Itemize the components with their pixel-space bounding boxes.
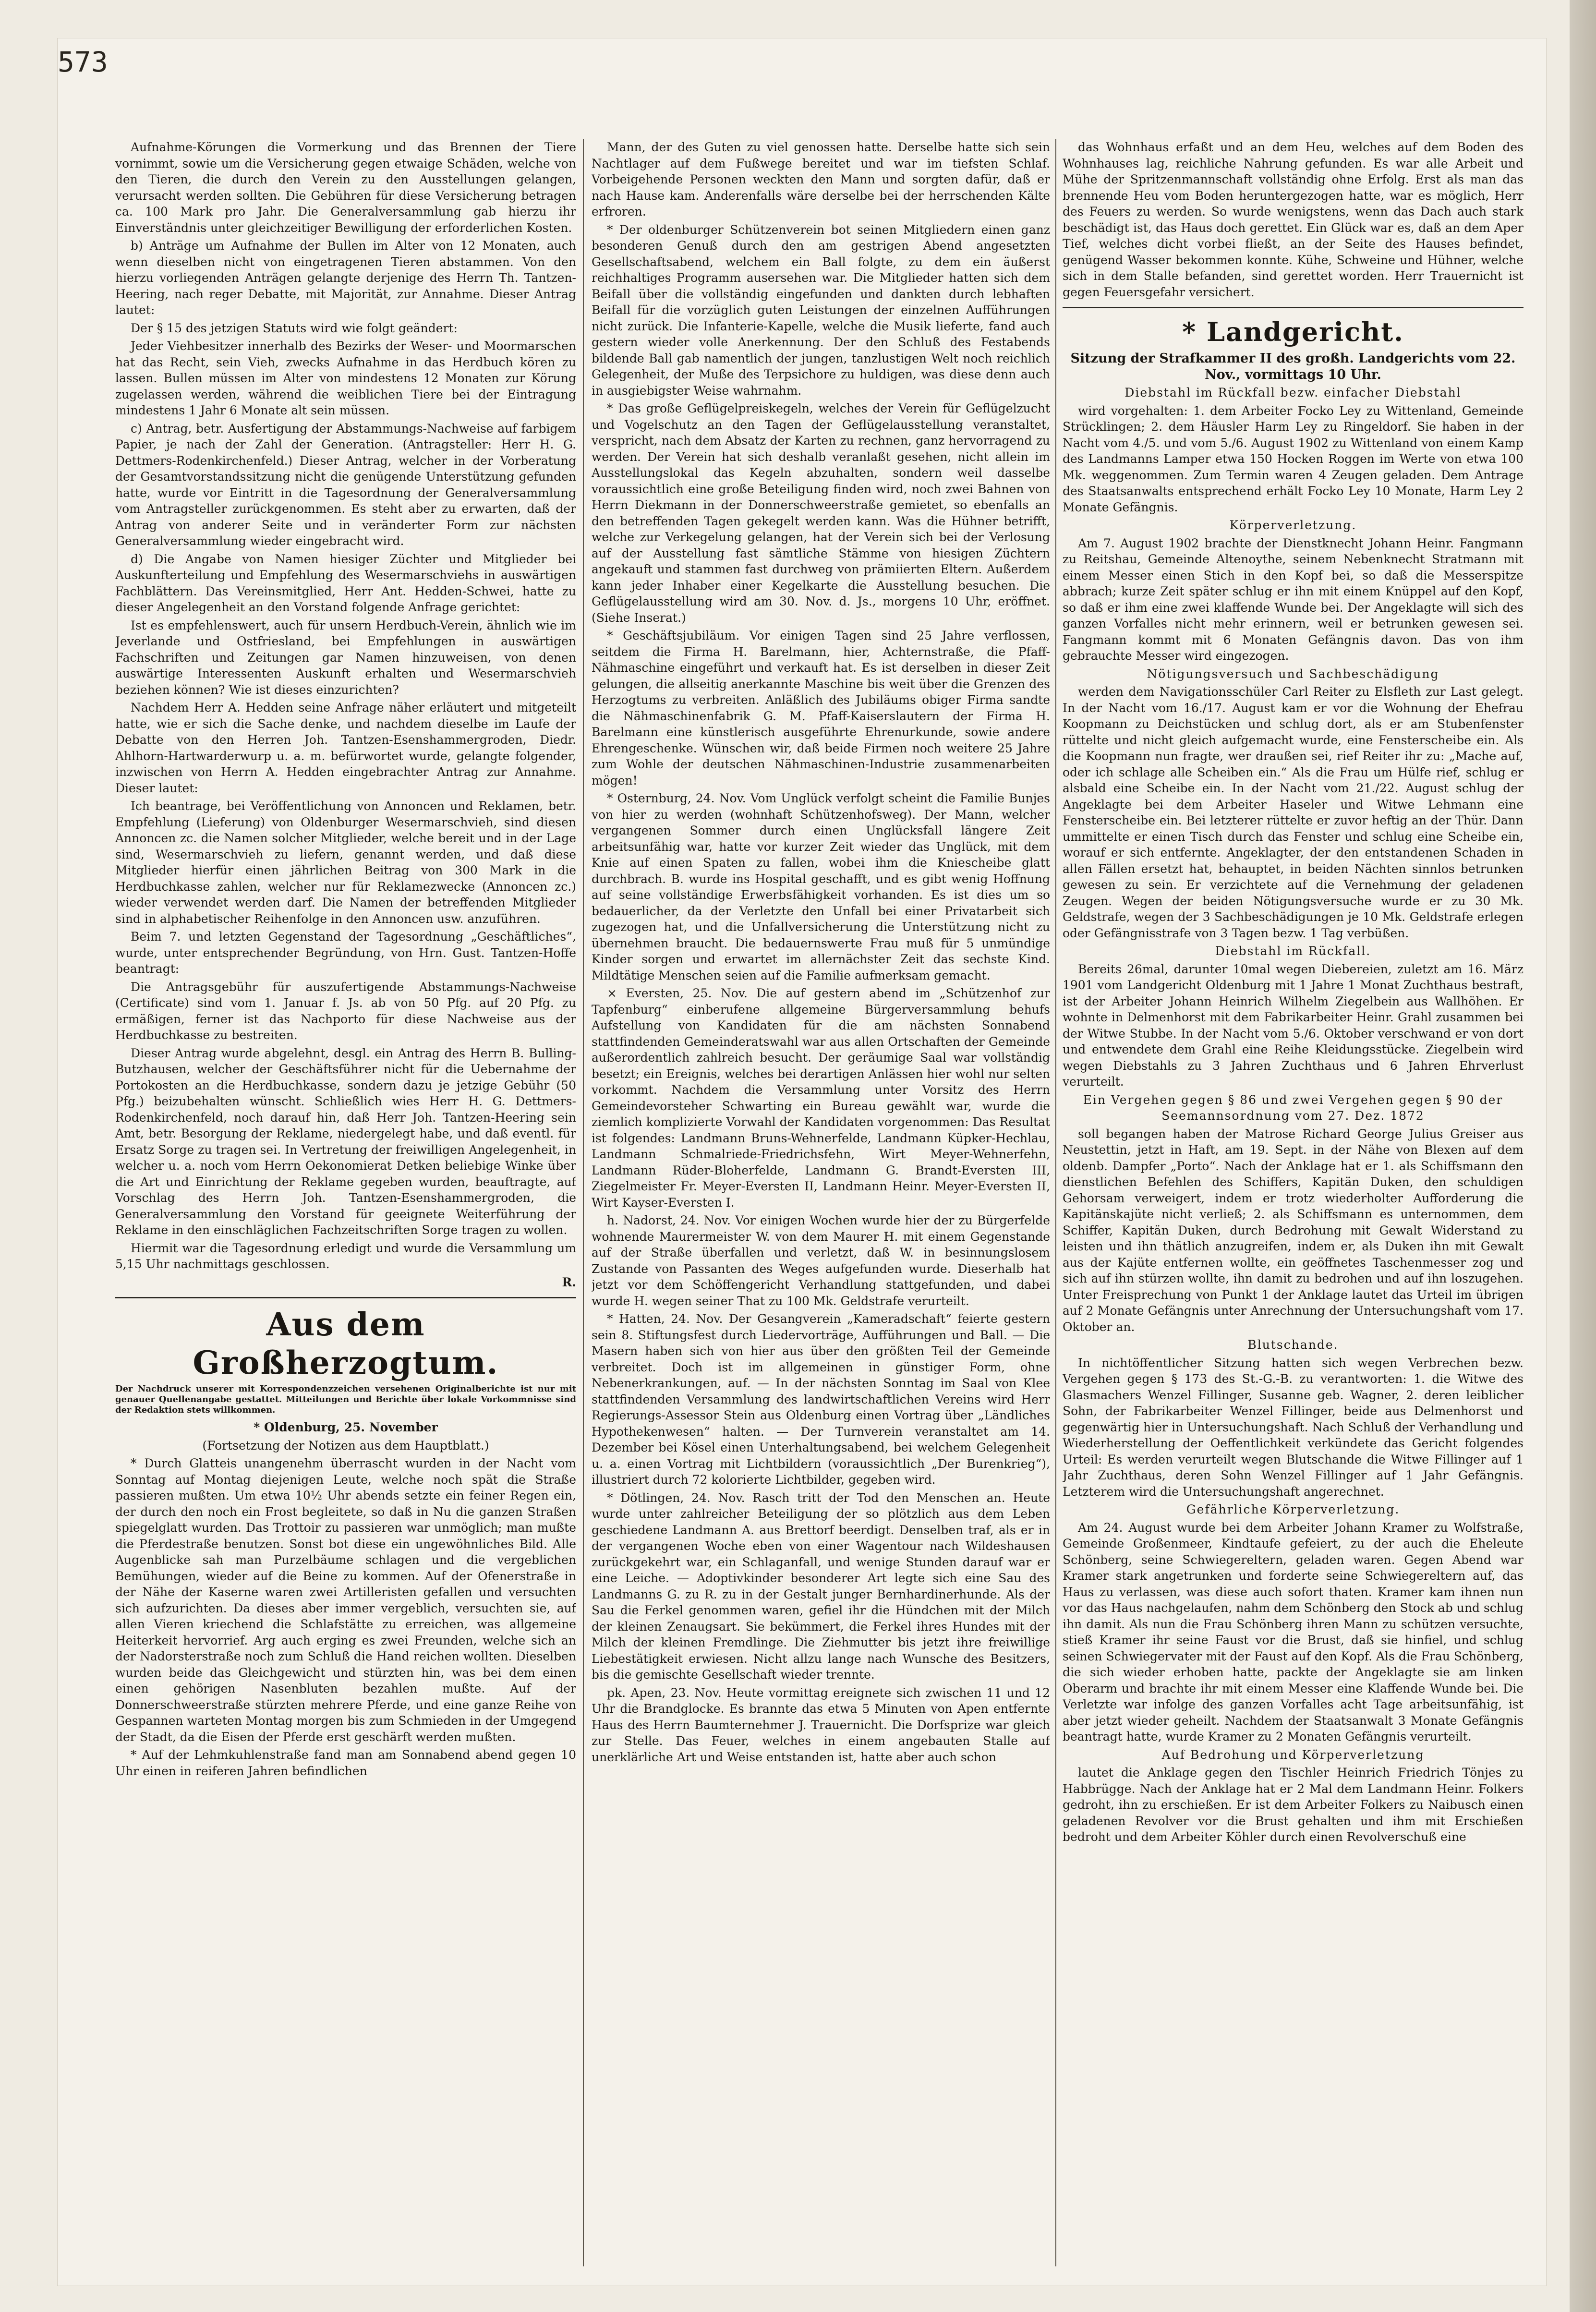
column-1 [115, 139, 576, 2271]
article-paragraph: Aufnahme-Körungen die Vormerkung und das Brennen der Tiere vornimmt, sowie um die Versicherung gegen etwaige Schäden, welche von den Tieren, die durch den Verein zu den Ausstellungen gelangen, verursacht werden sollten. Die Gebühren für diese Versicherung betragen ca. 100 Mark pro Jahr. Die Generalversammlung gab hierzu ihr Einverständnis unter gleichzeitiger Bewilligung der erforderlichen Kosten. [115, 140, 576, 235]
news-paragraph: Mann, der des Guten zu viel genossen hatte. Derselbe hatte sich sein Nachtlager auf dem Fußwege bereitet und war im tiefsten Schlaf. Vorbeigehende Personen weckten den Mann und sorgten dafür, daß er nach Hause kam. Anderenfalls wäre derselbe bei der herrschenden Kälte erfroren. [592, 140, 1050, 218]
case-heading: Körperverletzung. [1229, 518, 1357, 532]
article-paragraph: d) Die Angabe von Namen hiesiger Züchter und Mitglieder bei Auskunfterteilung und Empfehlung des Wesermarschviehs in auswärtigen Fachblättern. Das Vereinsmitglied, Herr Ant. Hedden-Schwei, hatte zu dieser Angelegenheit an den Vorstand folgende Anfrage gerichtet: [115, 552, 576, 614]
page-number: 573 [58, 46, 108, 78]
case-text: In nichtöffentlicher Sitzung hatten sich wegen Verbrechen bezw. Vergehen gegen § 173 des St.-G.-B. zu verantworten: 1. die Witwe des Glasmachers Wenzel Fillinger, Susanne geb. Wagner, 2. deren leiblicher Sohn, der Fabrikarbeiter Wenzel Fillinger, beide aus Delmenhorst und gegenwärtig hier in Untersuchungshaft. Nach Schluß der Verhandlung und Wiederherstellung der Oeffentlichkeit verkündete das Gericht folgendes Urteil: Es werden verurteilt wegen Blutschande die Witwe Fillinger auf 1 Jahr Zuchthaus, deren Sohn Wenzel Fillinger auf 1 Jahr Gefängnis. Letzterem wird die Untersuchungshaft angerechnet. [1063, 1356, 1523, 1499]
news-paragraph: * Hatten, 24. Nov. Der Gesangverein „Kameradschaft“ feierte gestern sein 8. Stiftungsfest durch Liedervorträge, Aufführungen und Ball. — Die Masern haben sich von hier aus über den größten Teil der Gemeinde verbreitet. Doch ist im allgemeinen in günstiger Form, ohne Nebenerkrankungen, auf. — In der nächsten Sonntag im Saal von Klee stattfindenden Versammlung des landwirtschaftlichen Vereins wird Herr Regierungs-Assessor Stein aus Oldenburg einen Vortrag über „Ländliches Hypothekenwesen“ halten. — Der Turnverein veranstaltet am 14. Dezember bei Kösel einen Unterhaltungsabend, bei welchem Gelegenheit u. a. einen Vortrag mit Lichtbildern (voraussichtlich „Der Burenkrieg“), illustriert durch 72 kolorierte Lichtbilder, gegeben wird. [592, 1312, 1050, 1487]
page-edge-shadow [1570, 0, 1596, 2312]
column-2-paragraphs [592, 139, 1050, 1765]
article-paragraph: Beim 7. und letzten Gegenstand der Tagesordnung „Geschäftliches“, wurde, unter entsprechender Begründung, von Hrn. Gust. Tantzen-Hoffe beantragt: [115, 930, 576, 976]
section-rule [1063, 307, 1523, 308]
section-title-landgericht: * Landgericht. [1182, 316, 1404, 347]
news-paragraph: pk. Apen, 23. Nov. Heute vormittag ereignete sich zwischen 11 und 12 Uhr die Brandglocke. Es brannte das etwa 5 Minuten von Apen entfernte Haus des Herrn Baumternehmer J. Trauernicht. Die Dorfsprize war gleich zur Stelle. Das Feuer, welches in einem angebauten Stalle auf unerklärliche Art und Weise entstanden ist, hatte aber auch schon [592, 1685, 1050, 1764]
article-paragraph: Ich beantrage, bei Veröffentlichung von Annoncen und Reklamen, betr. Empfehlung (Lieferung) von Oldenburger Wesermarschvieh, sind diesen Annoncen zc. die Namen solcher Mitglieder, welche bereit und in der Lage sind, Wesermarschvieh zu liefern, genannt werden, und daß diese Mitglieder hierfür einen jährlichen Beitrag von 300 Mark in die Herdbuchkasse zahlen, welcher nur für Reklamezwecke (Annoncen zc.) wieder verwendet werden darf. Die Namen der betreffenden Mitglieder sind in alphabetischer Reihenfolge in den Annoncen usw. anzuführen. [115, 799, 576, 926]
column-divider-2 [1055, 139, 1056, 2266]
case-text: wird vorgehalten: 1. dem Arbeiter Focko Ley zu Wittenland, Gemeinde Strücklingen; 2. dem Häusler Harm Ley zu Ringeldorf. Sie haben in der Nacht vom 4./5. und vom 5./6. August 1902 zu Wittenland von einem Kamp des Landmanns Lamper etwa 150 Hocken Roggen im Werte von etwa 100 Mk. weggenommen. Zum Termin waren 4 Zeugen geladen. Dem Antrage des Staatsanwalts entsprechend erhält Focko Ley 10 Monate, Harm Ley 2 Monate Gefängnis. [1063, 403, 1523, 514]
article-paragraph: Die Antragsgebühr für auszufertigende Abstammungs-Nachweise (Certificate) sind vom 1. Januar f. Js. ab von 50 Pfg. auf 20 Pfg. zu ermäßigen, ferner ist das Nachporto für diese Nachweise aus der Herdbuchkasse zu bestreiten. [115, 980, 576, 1042]
news-paragraph: * Durch Glatteis unangenehm überrascht wurden in der Nacht vom Sonntag auf Montag diejenigen Leute, welche noch spät die Straße passieren mußten. Um etwa 10½ Uhr abends setzte ein feiner Regen ein, der durch den noch ein Frost begleitete, so daß in Nu die ganzen Straßen spiegelglatt wurden. Das Trottoir zu passieren war unmöglich; man mußte die Pferdestraße benutzen. Sonst bot diese ein ungewöhnliches Bild. Alle Augenblicke sah man Purzelbäume schlagen und die vergeblichen Bemühungen, wieder auf die Beine zu kommen. Auf der Ofenerstraße in der Nähe der Kaserne waren zwei Artilleristen gefallen und versuchten sich aufzurichten. Da dieses aber immer vergeblich, versuchten sie, auf allen Vieren kriechend die Schlafstätte zu erreichen, was allgemeine Heiterkeit hervorrief. Arg auch erging es zwei Freunden, welche sich an der Nadorsterstraße noch zum Schluß die Hand reichen wollten. Dieselben wurden beide das Gleichgewicht und stürzten hin, was bei dem einen einen gehörigen Nasenbluten bezahlen mußte. Auf der Donnerschweerstraße stürzten mehrere Pferde, und eine ganze Reihe von Gespannen warteten Montag morgen bis zum Schmieden in der Umgegend der Stadt, da die Eisen der Pferde erst geschärft werden mußten. [115, 1456, 576, 1744]
news-paragraph: * Osternburg, 24. Nov. Vom Unglück verfolgt scheint die Familie Bunjes von hier zu werden (wohnhaft Schützenhofsweg). Der Mann, welcher vergangenen Sommer durch einen Unglücksfall längere Zeit arbeitsunfähig war, hatte vor kurzer Zeit wieder das Unglück, mit dem Knie auf einen Spaten zu fallen, wobei ihm die Kniescheibe glatt durchbrach. B. wurde ins Hospital geschafft, und es gibt wenig Hoffnung auf seine vollständige Erwerbsfähigkeit vorhanden. Es ist dies um so bedauerlicher, da der Verletzte den Unfall bei einer Privatarbeit sich zugezogen hat, und die Unfallversicherung die Unterstützung nicht zu übernehmen braucht. Die bedauernswerte Frau muß für 5 unmündige Kinder sorgen und erwartet im allernächster Zeit das sechste Kind. Mildtätige Menschen seien auf die Familie aufmerksam gemacht. [592, 791, 1050, 982]
column-2 [592, 139, 1050, 2271]
news-paragraph: * Auf der Lehmkuhlenstraße fand man am Sonnabend abend gegen 10 Uhr einen in reiferen Jahren befindlichen [115, 1748, 576, 1778]
continuation-note: (Fortsetzung der Notizen aus dem Hauptblatt.) [202, 1438, 489, 1453]
news-paragraph: * Das große Geflügelpreiskegeln, welches der Verein für Geflügelzucht und Vogelschutz an den Tagen der Geflügelausstellung veranstaltet, verspricht, nach dem Absatz der Karten zu rechnen, ganz hervorragend zu werden. Der Verein hat sich deshalb veranlaßt gesehen, nicht allein im Ausstellungslokal das Kegeln abzuhalten, sondern weil dasselbe voraussichtlich eine große Beteiligung finden wird, noch zwei Bahnen von Herrn Diekmann in der Donnerschweerstraße gemietet, so ebenfalls an den betreffenden Tagen gekegelt werden kann. Was die Hühner betrifft, welche zur Verkegelung gelangen, hat der Verein sich bei der Verlosung auf der Ausstellung fast sämtliche Stämme von hiesigen Züchtern angekauft und stammen fast durchweg von prämiierten Eltern. Außerdem kann jeder Inhaber einer Kegelkarte die Ausstellung besuchen. Die Geflügelausstellung wird am 30. Nov. d. Js., morgens 10 Uhr, eröffnet. (Siehe Inserat.) [592, 401, 1050, 625]
news-paragraph: * Der oldenburger Schützenverein bot seinen Mitgliedern einen ganz besonderen Genuß durch den am gestrigen Abend angesetzten Gesellschaftsabend, welchem ein Ball folgte, zu dem ein äußerst reichhaltiges Programm ausersehen war. Die Mitglieder hatten sich dem Beifall über die vollständig eingefunden und dankten durch lebhaften Beifall für die vorzüglich guten Leistungen der einzelnen Aufführungen nicht zurück. Die Infanterie-Kapelle, welche die Musik lieferte, fand auch gestern wieder volle Anerkennung. Der den Schluß des Festabends bildende Ball gab namentlich der jungen, tanzlustigen Welt noch reichlich Gelegenheit, der Muße des Terpsichore zu huldigen, was diese denn auch in ausgiebigster Weise wahrnahm. [592, 222, 1050, 398]
column-1-local-news [115, 1455, 576, 1779]
case-heading: Diebstahl im Rückfall bezw. einfacher Diebstahl [1124, 386, 1462, 399]
case-heading: Blutschande. [1247, 1338, 1339, 1352]
case-heading: Gefährliche Körperverletzung. [1186, 1502, 1400, 1516]
section-rule [115, 1297, 576, 1298]
court-session-header: Sitzung der Strafkammer II des großh. Landgerichts vom 22. Nov., vormittags 10 Uhr. [1070, 351, 1516, 382]
news-paragraph: h. Nadorst, 24. Nov. Vor einigen Wochen wurde hier der zu Bürgerfelde wohnende Maurermeister W. von dem Maurer H. mit einem Gegenstande auf der Straße überfallen und verletzt, daß W. in besinnungslosem Zustande von Passanten des Weges aufgefunden wurde. Dieserhalb hat jetzt vor dem Schöffengericht Verhandlung stattgefunden, und dabei wurde H. wegen seiner That zu 100 Mk. Geldstrafe verurteilt. [592, 1213, 1050, 1308]
case-heading: Diebstahl im Rückfall. [1215, 944, 1371, 958]
article-paragraph: Ist es empfehlenswert, auch für unsern Herdbuch-Verein, ähnlich wie im Jeverlande und Ostfriesland, bei Empfehlungen in auswärtigen Fachschriften und Zeitungen gar Namen hinzuweisen, von denen auswärtige Interessenten Auskunft erhalten und Wesermarschvieh beziehen können? Wie ist dieses einzurichten? [115, 618, 576, 697]
reprint-note: Der Nachdruck unserer mit Korrespondenzzeichen versehenen Originalberichte ist nur mit genauer Quellenangabe gestattet. Mitteilungen und Berichte über lokale Vorkommnisse sind der Redaktion stets willkommen. [115, 1384, 576, 1415]
article-signature: R. [562, 1275, 576, 1289]
case-heading: Auf Bedrohung und Körperverletzung [1161, 1747, 1425, 1762]
news-paragraph: * Geschäftsjubiläum. Vor einigen Tagen sind 25 Jahre verflossen, seitdem die Firma H. Barelmann, hier, Achternstraße, die Pfaff-Nähmaschine eingeführt und verkauft hat. Es ist derselben in dieser Zeit gelungen, die allseitig anerkannte Maschine bis weit über die Grenzen des Herzogtums zu verbreiten. Anläßlich des Jubiläums obiger Firma sandte die Nähmaschinenfabrik G. M. Pfaff-Kaiserslautern der Firma H. Barelmann eine künstlerisch ausgeführte Ehrenurkunde, sowie andere Ehrengeschenke. Wünschen wir, daß beide Firmen noch weitere 25 Jahre zum Wohle der deutschen Nähmaschinen-Industrie zusammenarbeiten mögen! [592, 629, 1050, 787]
article-paragraph: Nachdem Herr A. Hedden seine Anfrage näher erläutert und mitgeteilt hatte, wie er sich die Sache denke, und nachdem dieselbe im Laufe der Debatte von den Herren Joh. Tantzen-Esenshammergroden, Diedr. Ahlhorn-Hartwarderwurp u. a. m. befürwortet wurde, gelangte folgender, inzwischen von Herrn A. Hedden eingebrachter Antrag zur Annahme. Dieser lautet: [115, 701, 576, 795]
article-paragraph: Hiermit war die Tagesordnung erledigt und wurde die Versammlung um 5,15 Uhr nachmittags geschlossen. [115, 1241, 576, 1271]
news-paragraph: das Wohnhaus erfaßt und an dem Heu, welches auf dem Boden des Wohnhauses lag, reichliche Nahrung gefunden. Es war alle Arbeit und Mühe der Spritzenmannschaft vollständig ohne Erfolg. Erst als man das brennende Heu vom Boden heruntergezogen hatte, war es möglich, Herr des Feuers zu werden. So wurde wenigstens, wenn das Dach auch stark beschädigt ist, das Haus doch gerettet. Ein Glück war es, daß an dem Aper Tief, welches dicht vorbei fließt, an der Seite des Hauses befindet, genügend Wasser bekommen konnte. Kühe, Schweine und Hühner, welche sich in dem Stalle befanden, sind gerettet worden. Herr Trauernicht ist gegen Feuersgefahr versichert. [1063, 140, 1523, 299]
case-text: Bereits 26mal, darunter 10mal wegen Diebereien, zuletzt am 16. März 1901 vom Landgericht Oldenburg mit 1 Jahre 1 Monat Zuchthaus bestraft, ist der Arbeiter Johann Heinrich Wilhelm Ziegelbein aus Wallhöhen. Er wohnte in Delmenhorst mit dem Fabrikarbeiter Heinr. Grahl zusammen bei der Witwe Stubbe. In der Nacht vom 5./6. Oktober verschwand er von dort und entwendete dem Grahl eine Reihe Kleidungsstücke. Ziegelbein wird wegen Diebstahls zu 3 Jahren Zuchthaus und 6 Jahren Ehrverlust verurteilt. [1063, 962, 1523, 1089]
article-paragraph: Dieser Antrag wurde abgelehnt, desgl. ein Antrag des Herrn B. Bulling-Butzhausen, welcher der Geschäftsführer nicht für die Uebernahme der Portokosten an die Herdbuchkasse, sondern dazu je jetzige Gebühr (50 Pfg.) beizubehalten wünscht. Schließlich wies Herr H. G. Dettmers-Rodenkirchenfeld, noch darauf hin, daß Herr Joh. Tantzen-Heering sein Amt, betr. Besorgung der Reklame, niedergelegt habe, und daß eventl. für Ersatz Sorge zu tragen sei. In Vertretung der freiwilligen Angelegenheit, in welcher u. a. noch vom Herrn Oekonomierat Detken beliebige Winke über die Art und Einrichtung der Reklame gegeben wurden, beauftragte, auf Vorschlag des Herrn Joh. Tantzen-Esenshammergroden, die Generalversammlung den Vorstand für geeignete Weiterführung der Reklame in den einschläglichen Fachzeitschriften Sorge tragen zu wollen. [115, 1046, 576, 1237]
article-paragraph: b) Anträge um Aufnahme der Bullen im Alter von 12 Monaten, auch wenn dieselben nicht von eingetragenen Tieren abstammen. Von den hierzu vorliegenden Anträgen gelangte derjenige des Herrn Th. Tantzen-Heering, nach reger Debatte, mit Majorität, zur Annahme. Dieser Antrag lautet: [115, 239, 576, 317]
column-divider-1 [583, 139, 584, 2266]
case-text: werden dem Navigationsschüler Carl Reiter zu Elsfleth zur Last gelegt. In der Nacht vom 16./17. August kam er vor die Wohnung der Ehefrau Koopmann zu Deichstücken und schlug dort, als er am Stubenfenster rüttelte und nicht gleich aufgemacht wurde, eine Fensterscheibe ein. Als die Koopmann nun fragte, wer draußen sei, rief Reiter ihr zu: „Mache auf, oder ich schlage alle Scheiben ein.“ Als die Frau um Hülfe rief, schlug er alsbald eine Scheibe ein. In der Nacht vom 21./22. August schlug der Angeklagte bei dem Arbeiter Haseler und Witwe Lehmann eine Fensterscheibe ein. Bei letzterer rüttelte er zuvor heftig an der Thür. Dann ummittelte er einen Tisch durch das Fenster und schlug eine Scheibe ein, worauf er sich entfernte. Angeklagter, der den entstandenen Schaden in allen Fällen ersetzt hat, behauptet, in beiden Nächten sinnlos betrunken gewesen zu sein. Er verzichtete auf die Vernehmung der geladenen Zeugen. Wegen der beiden Nötigungsversuche wurde er zu 30 Mk. Geldstrafe, wegen der 3 Sachbeschädigungen je 10 Mk. Geldstrafe erlegen oder Gefängnisstrafe von 3 Tagen bezw. 1 Tag verbüßen. [1063, 685, 1523, 940]
article-paragraph: Der § 15 des jetzigen Statuts wird wie folgt geändert: [131, 321, 458, 335]
news-paragraph: * Dötlingen, 24. Nov. Rasch tritt der Tod den Menschen an. Heute wurde unter zahlreicher Beteiligung der so plötzlich aus dem Leben geschiedene Landmann A. aus Brettorf beerdigt. Denselben traf, als er in der vergangenen Woche eben von einer Wagentour nach Wildeshausen zurückgekehrt war, ein Schlaganfall, und wenige Stunden darauf war er eine Leiche. — Adoptivkinder besonderer Art legte sich eine Sau des Landmanns G. zu R. zu in der Gestalt junger Bernhardinerhunde. Als der Sau die Ferkel genommen waren, gefiel ihr die Hündchen mit der Milch der kleinen Zenaugsart. Sie bekümmert, die Ferkel ihres Hundes mit der Milch der kleinen Fremdlinge. Die Ziehmutter bis jetzt ihre freiwillige Liebestätigkeit erwiesen. Nicht allzu lange nach Wunsche des Besitzers, bis die gemischte Gesellschaft wieder trennte. [592, 1490, 1050, 1682]
column-1-paragraphs [115, 139, 576, 1272]
case-text: soll begangen haben der Matrose Richard George Julius Greiser aus Neustettin, jetzt in Haft, am 19. Sept. in der Nähe von Blexen auf dem oldenb. Dampfer „Porto“. Nach der Anklage hat er 1. als Schiffsmann den dienstlichen Befehlen des Schiffers, Kapitän Duken, den schuldigen Gehorsam verweigert, indem er trotz wiederholter Aufforderung die Kapitänskajüte nicht verließ; 2. als Schiffsmann es unternommen, dem Schiffer, Kapitän Duken, durch Bedrohung mit Gewalt Widerstand zu leisten und ihn thätlich anzugreifen, indem er, als Duken ihn mit Gewalt aus der Kajüte entfernen wollte, ein geöffnetes Taschenmesser zog und sich auf ihn stürzen wollte, ihn damit zu bedrohen und auf ihn loszugehen. Unter Freisprechung von Punkt 1 der Anklage lautet das Urteil im übrigen auf 2 Monate Gefängnis unter Anrechnung der Untersuchungshaft vom 17. Oktober an. [1063, 1126, 1523, 1334]
column-3-paragraphs [1063, 139, 1523, 300]
article-paragraph: c) Antrag, betr. Ausfertigung der Abstammungs-Nachweise auf farbigem Papier, je nach der Zahl der Generation. (Antragsteller: Herr H. G. Dettmers-Rodenkirchenfeld.) Dieser Antrag, welcher in der Vorberatung der Gesamtvorstandssitzung nicht die genügende Unterstützung gefunden hatte, wurde vor Eintritt in die Tagesordnung der Generalversammlung vom Antragsteller zurückgenommen. Es steht aber zu erwarten, daß der Antrag von anderer Seite und in veränderter Form zur nächsten Generalversammlung wieder eingebracht wird. [115, 421, 576, 548]
article-paragraph: Jeder Viehbesitzer innerhalb des Bezirks der Weser- und Moormarschen hat das Recht, sein Vieh, zwecks Aufnahme in das Herdbuch kören zu lassen. Bullen müssen im Alter von mindestens 12 Monaten zur Körung zugelassen werden, während die weiblichen Tiere bei der Eintragung mindestens 1 Jahr 6 Monate alt sein müssen. [115, 339, 576, 417]
dateline: * Oldenburg, 25. November [254, 1420, 438, 1434]
news-paragraph: × Eversten, 25. Nov. Die auf gestern abend im „Schützenhof zur Tapfenburg“ einberufene allgemeine Bürgerversammlung behufs Aufstellung von Kandidaten für die am nächsten Sonnabend stattfindenden Gemeinderatswahl war aus allen Ortschaften der Gemeinde außerordentlich zahlreich besucht. Der geräumige Saal war vollständig besetzt; ein Ereignis, welches bei derartigen Anlässen hier wohl nur selten vorkommt. Nachdem die Versammlung unter Vorsitz des Herrn Gemeindevorsteher Schwarting ein Bureau gewählt war, wurde die ziemlich komplizierte Vorwahl der Kandidaten vorgenommen: Das Resultat ist folgendes: Landmann Bruns-Wehnerfelde, Landmann Küpker-Hechlau, Landmann Schmalriede-Friedrichsfehn, Wirt Meyer-Wehnerfehn, Landmann Rüder-Bloherfelde, Landmann G. Brandt-Eversten III, Ziegelmeister Fr. Meyer-Eversten II, Landmann Heinr. Meyer-Eversten II, Wirt Kayser-Eversten I. [592, 986, 1050, 1210]
case-text: lautet die Anklage gegen den Tischler Heinrich Friedrich Tönjes zu Habbrügge. Nach der Anklage hat er 2 Mal dem Landmann Heinr. Folkers gedroht, ihn zu erschießen. Er ist dem Arbeiter Folkers zu Naibusch einen geladenen Revolver vor die Brust gehalten und ihm mit Erschießen bedroht und dem Arbeiter Köhler durch einen Revolverschuß eine [1063, 1766, 1523, 1844]
court-cases [1063, 385, 1523, 1845]
case-heading: Ein Vergehen gegen § 86 und zwei Vergehen gegen § 90 der Seemannsordnung vom 27. Dez. 1872 [1083, 1092, 1503, 1123]
column-3 [1063, 139, 1523, 2271]
section-title-grossherzogtum: Aus dem Großherzogtum. [193, 1306, 499, 1381]
case-text: Am 24. August wurde bei dem Arbeiter Johann Kramer zu Wolfstraße, Gemeinde Großenmeer, Kindtaufe gefeiert, zu der auch die Eheleute Schönberg, seine Schwiegereltern, geladen waren. Gegen Abend war Kramer stark angetrunken und forderte seine Schwiegereltern auf, das Haus zu verlassen, was diese auch sofort thaten. Kramer kam ihnen nun vor das Haus nachgelaufen, nahm dem Schönberg den Stock ab und schlug ihn damit. Als nun die Frau Schönberg ihren Mann zu schützen versuchte, stieß Kramer ihr seine Faust vor die Brust, daß sie hinfiel, und schlug seinen Schwiegervater mit der Faust auf den Kopf. Als die Frau Schönberg, die sich wieder erhoben hatte, packte der Angeklagte sie am linken Oberarm und brachte ihr mit einem Messer eine Klaffende Wunde bei. Die Verletzte war infolge des ganzen Vorfalles acht Tage arbeitsunfähig, ist aber jetzt wieder geheilt. Nachdem der Staatsanwalt 3 Monate Gefängnis beantragt hatte, wurde Kramer zu 2 Monaten Gefängnis verurteilt. [1063, 1520, 1523, 1743]
case-text: Am 7. August 1902 brachte der Dienstknecht Johann Heinr. Fangmann zu Reitshau, Gemeinde Altenoythe, seinem Nebenknecht Stratmann mit einem Messer einen Stich in den Kopf bei, so daß die Messerspitze abbrach; kurze Zeit später schlug er ihn mit einem Knüppel auf den Kopf, so daß er ihm eine zwei klaffende Wunde bei. Der Angeklagte will sich des ganzen Vorfalles nicht mehr erinnern, weil er betrunken gewesen sei. Fangmann kommt mit 6 Monaten Gefängnis davon. Das von ihm gebrauchte Messer wird eingezogen. [1063, 536, 1523, 663]
case-heading: Nötigungsversuch und Sachbeschädigung [1147, 666, 1439, 681]
